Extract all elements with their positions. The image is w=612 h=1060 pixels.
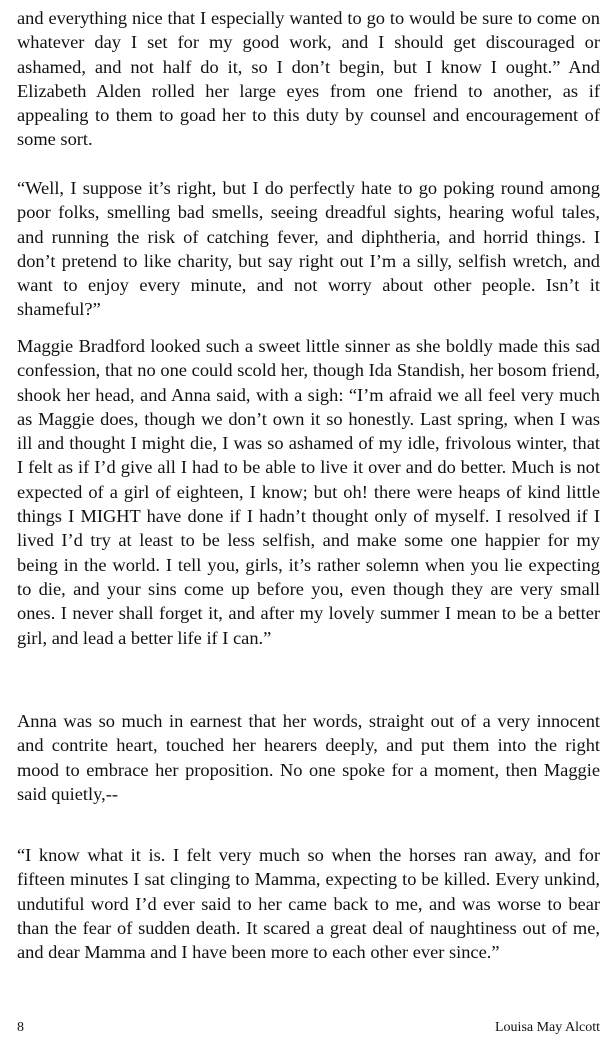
running-footer-author: Louisa May Alcott [495, 1020, 600, 1035]
paragraph: “Well, I suppose it’s right, but I do perfectly hate to go poking round among poor folks, smelling bad smells, seeing dreadful sights, hearing woful tales, and running the risk of catching fever, and diphtheria, and horrid things. I don’t pretend to like charity, but say right out I’m a silly, selfish wretch, and want to enjoy every minute, and not worry about other people. Isn’t it shameful?” [17, 178, 600, 320]
page-footer [17, 1018, 600, 1038]
paragraph: Anna was so much in earnest that her words, straight out of a very innocent and contrite heart, touched her hearers deeply, and put them into the right mood to embrace her proposition. No one spoke for a moment, then Maggie said quietly,-- [17, 711, 600, 804]
paragraph: “I know what it is. I felt very much so when the horses ran away, and for fifteen minutes I sat clinging to Mamma, expecting to be killed. Every unkind, undutiful word I’d ever said to her came back to me, and was worse to bear than the fear of sudden death. It scared a great deal of naughtiness out of me, and dear Mamma and I have been more to each other ever since.” [17, 845, 600, 963]
paragraph: and everything nice that I especially wanted to go to would be sure to come on whatever day I set for my good work, and I should get discouraged or ashamed, and not half do it, so I don’t begin, but I know I ought.” And Elizabeth Alden rolled her large eyes from one friend to another, as if appealing to them to goad her to this duty by counsel and encouragement of some sort. [17, 8, 600, 150]
book-page [17, 0, 600, 1060]
paragraph: Maggie Bradford looked such a sweet little sinner as she boldly made this sad confession, that no one could scold her, though Ida Standish, her bosom friend, shook her head, and Anna said, with a sigh: “I’m afraid we all feel very much as Maggie does, though we don’t own it so honestly. Last spring, when I was ill and thought I might die, I was so ashamed of my idle, frivolous winter, that I felt as if I’d give all I had to be able to live it over and do better. Much is not expected of a girl of eighteen, I know; but oh! there were heaps of kind little things I MIGHT have done if I hadn’t thought only of myself. I resolved if I lived I’d try at least to be less selfish, and make some one happier for my being in the world. I tell you, girls, it’s rather solemn when you lie expecting to die, and your sins come up before you, even though they are very small ones. I never shall forget it, and after my lovely summer I mean to be a better girl, and lead a better life if I can.” [17, 336, 600, 648]
page-number: 8 [17, 1020, 24, 1035]
